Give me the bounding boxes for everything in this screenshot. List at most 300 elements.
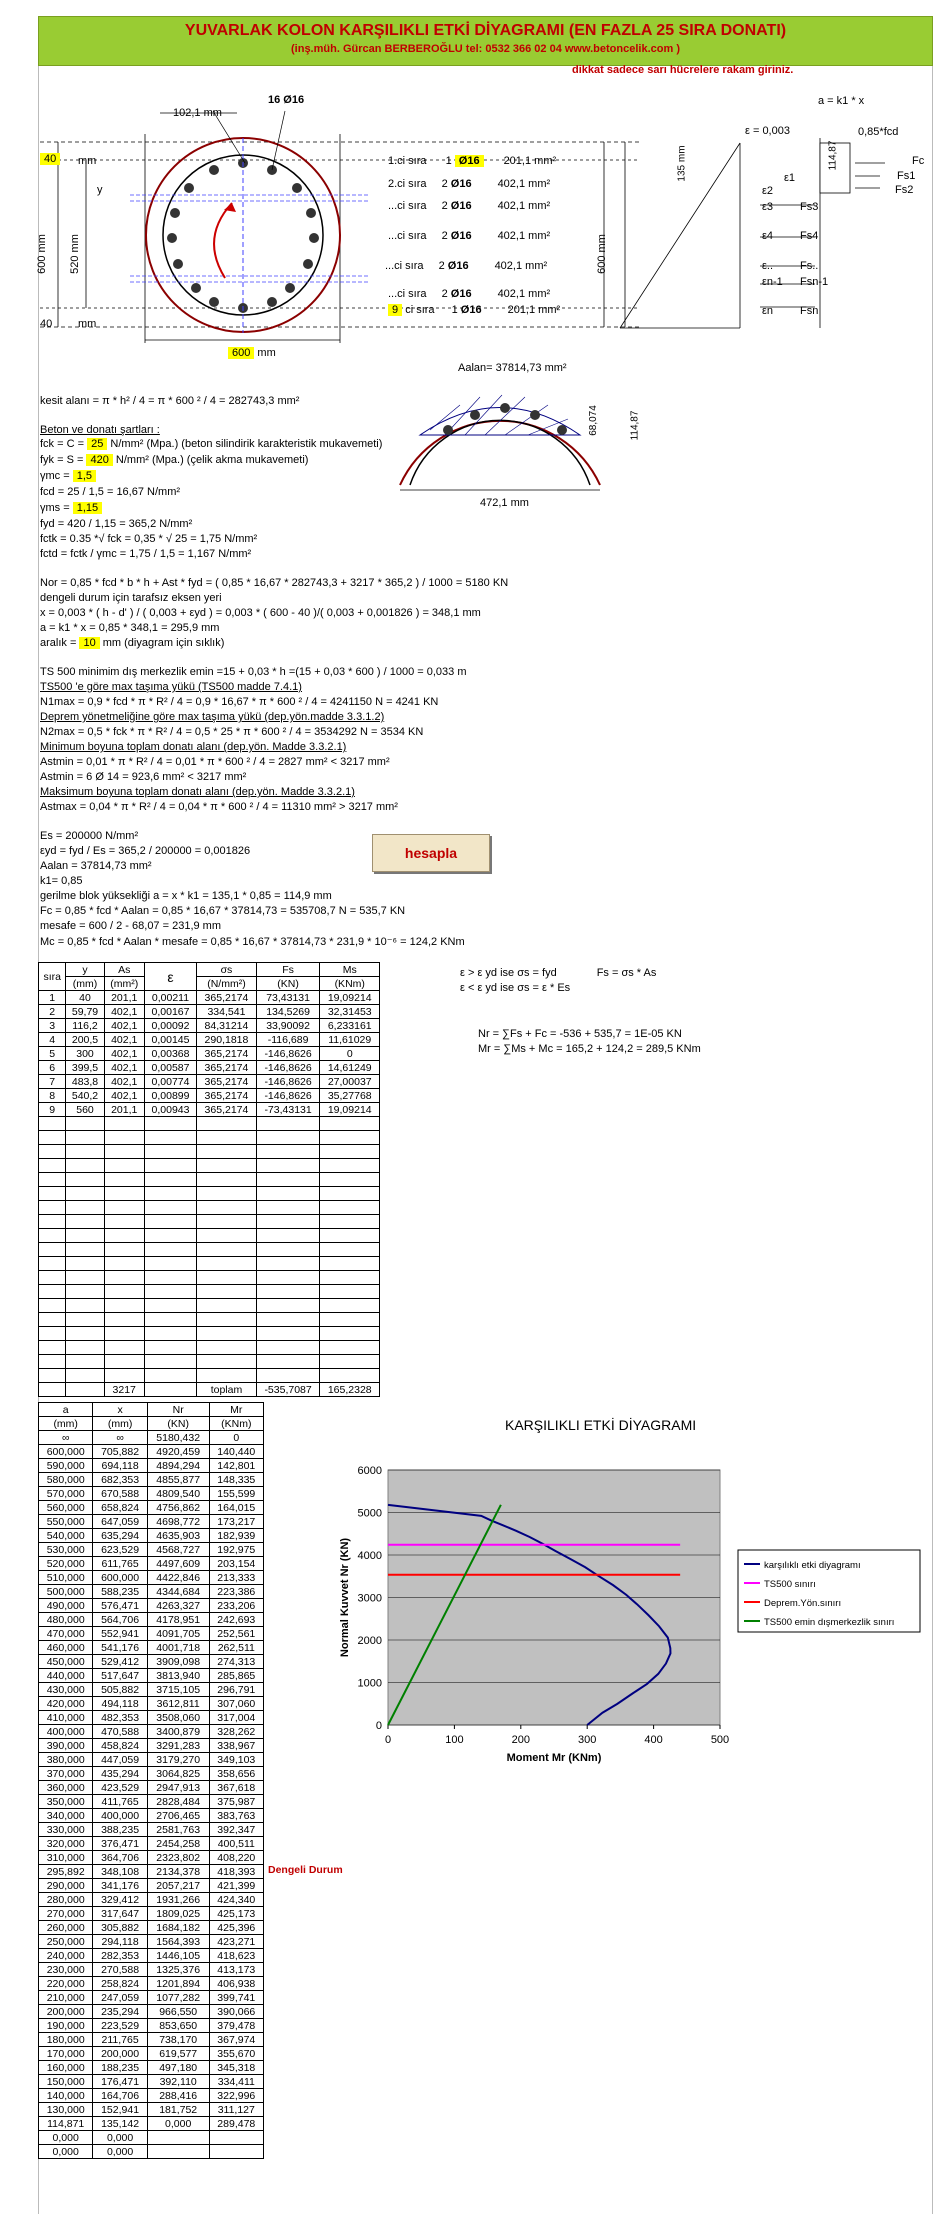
unit-mr: (KNm) <box>209 1417 263 1431</box>
table-cell: 411,765 <box>93 1795 147 1809</box>
table-cell: 285,865 <box>209 1669 263 1683</box>
fcd-line: fcd = 25 / 1,5 = 16,67 N/mm² <box>40 486 181 498</box>
fctd-line: fctd = fctk / γmc = 1,75 / 1,5 = 1,167 N/mm² <box>40 548 252 560</box>
x-tick-label: 200 <box>511 1734 530 1746</box>
table-cell: 4178,951 <box>147 1613 209 1627</box>
table-row <box>39 1585 264 1599</box>
inner-dim: 520 mm <box>68 234 81 274</box>
table-cell <box>144 1187 196 1201</box>
table-cell: -146,8626 <box>256 1089 320 1103</box>
unit-nr: (KN) <box>147 1417 209 1431</box>
table-cell: 4263,327 <box>147 1599 209 1613</box>
table-cell: 0,00211 <box>144 991 196 1005</box>
table-cell: 32,31453 <box>320 1005 380 1019</box>
cover-top: 40 <box>40 153 60 165</box>
table-cell <box>197 1173 257 1187</box>
total-cell <box>66 1383 104 1397</box>
table-cell <box>320 1285 380 1299</box>
table-cell <box>104 1313 144 1327</box>
table-cell <box>144 1341 196 1355</box>
table-cell: 173,217 <box>209 1515 263 1529</box>
table-cell: 0,00774 <box>144 1075 196 1089</box>
table-cell: 483,8 <box>66 1075 104 1089</box>
table-row <box>39 1341 380 1355</box>
table-row <box>39 1501 264 1515</box>
table-cell <box>104 1145 144 1159</box>
a-val: 114,87 <box>827 140 839 171</box>
table-cell: 305,882 <box>93 1921 147 1935</box>
table-cell: 349,103 <box>209 1753 263 1767</box>
table-cell: 40 <box>66 991 104 1005</box>
table-row <box>39 1809 264 1823</box>
table-cell <box>320 1145 380 1159</box>
unit-ms: (KNm) <box>320 977 380 991</box>
force-fs4: Fs4 <box>800 230 819 242</box>
table-cell <box>144 1285 196 1299</box>
table-row <box>39 1473 264 1487</box>
table-row <box>39 1515 264 1529</box>
fyk-line: fyk = S = 420 N/mm² (Mpa.) (çelik akma mukavemeti) <box>40 454 309 466</box>
fcd-label: 0,85*fcd <box>858 126 899 138</box>
table-row <box>39 1865 264 1879</box>
table-row <box>39 2047 264 2061</box>
table-row <box>39 1907 264 1921</box>
aralik-line[interactable]: aralık = 10 mm (diyagram için sıklık) <box>40 637 225 649</box>
table-cell <box>256 1159 320 1173</box>
page-title: YUVARLAK KOLON KARŞILIKLI ETKİ DİYAGRAMI (EN FAZLA 25 SIRA DONATI) <box>184 22 787 39</box>
sum-mr: Mr = ∑Ms + Mc = 165,2 + 124,2 = 289,5 KNm <box>478 1043 701 1055</box>
table-cell: 623,529 <box>93 1543 147 1557</box>
table-cell <box>66 1327 104 1341</box>
table-cell: 317,004 <box>209 1711 263 1725</box>
gmc-line: γmc = 1,5 <box>40 470 96 482</box>
table-row <box>39 2075 264 2089</box>
fck-line: fck = C = 25 N/mm² (Mpa.) (beton silindirik karakteristik mukavemeti) <box>40 438 383 450</box>
table-cell: 340,000 <box>39 1809 93 1823</box>
table-cell: 262,511 <box>209 1641 263 1655</box>
table-cell <box>256 1327 320 1341</box>
table-cell: 4809,540 <box>147 1487 209 1501</box>
table-cell <box>104 1159 144 1173</box>
table-cell <box>144 1201 196 1215</box>
interaction-chart <box>320 1440 930 1790</box>
table-cell: 619,577 <box>147 2047 209 2061</box>
bar-row-1: 1.ci sıra 1 Ø16 201,1 mm² <box>388 155 557 167</box>
table-cell: 510,000 <box>39 1571 93 1585</box>
table-cell: 0 <box>209 1431 263 1445</box>
table-cell <box>39 1369 66 1383</box>
table-cell <box>39 1355 66 1369</box>
hesapla-button[interactable]: hesapla <box>372 834 490 872</box>
table-cell <box>66 1285 104 1299</box>
table-row <box>39 1977 264 1991</box>
table-cell: 2581,763 <box>147 1823 209 1837</box>
table-row <box>39 1823 264 1837</box>
table-cell: 4698,772 <box>147 1515 209 1529</box>
table-cell: 430,000 <box>39 1683 93 1697</box>
table-cell <box>320 1313 380 1327</box>
table-cell: 402,1 <box>104 1005 144 1019</box>
seg-h2: 114,87 <box>629 410 641 441</box>
table-cell <box>104 1131 144 1145</box>
table-cell: 4756,862 <box>147 1501 209 1515</box>
table-cell: 14,61249 <box>320 1061 380 1075</box>
table-cell: 966,550 <box>147 2005 209 2019</box>
unit-sigma: (N/mm²) <box>197 977 257 991</box>
table-cell: 4568,727 <box>147 1543 209 1557</box>
legend-item: TS500 sınırı <box>764 1579 816 1590</box>
table-row <box>39 1369 380 1383</box>
table-cell <box>144 1215 196 1229</box>
table-row <box>39 1543 264 1557</box>
table-cell: 379,478 <box>209 2019 263 2033</box>
table-cell <box>144 1327 196 1341</box>
table-cell: 182,939 <box>209 1529 263 1543</box>
table-cell: 470,000 <box>39 1627 93 1641</box>
table-cell <box>39 1327 66 1341</box>
table-cell: ∞ <box>39 1431 93 1445</box>
table-cell: 420,000 <box>39 1697 93 1711</box>
table-cell: 367,618 <box>209 1781 263 1795</box>
table-cell <box>66 1243 104 1257</box>
table-cell: 213,333 <box>209 1571 263 1585</box>
table-cell: 116,2 <box>66 1019 104 1033</box>
table-cell: 564,706 <box>93 1613 147 1627</box>
table-cell <box>66 1201 104 1215</box>
table-cell <box>104 1215 144 1229</box>
table-cell: -146,8626 <box>256 1075 320 1089</box>
table-cell: 1201,894 <box>147 1977 209 1991</box>
max-title: Maksimum boyuna toplam donatı alanı (dep.yön. Madde 3.3.2.1) <box>40 786 355 798</box>
table-cell: 4344,684 <box>147 1585 209 1599</box>
table-cell <box>197 1369 257 1383</box>
table-cell: 295,892 <box>39 1865 93 1879</box>
table-row <box>39 1047 380 1061</box>
table-cell: 0,00167 <box>144 1005 196 1019</box>
table-cell: 600,000 <box>39 1445 93 1459</box>
table-row <box>39 2131 264 2145</box>
cover-bottom-unit: mm <box>78 318 97 330</box>
table-cell: 450,000 <box>39 1655 93 1669</box>
table-row <box>39 1697 264 1711</box>
table-cell <box>320 1131 380 1145</box>
table-cell: 200,5 <box>66 1033 104 1047</box>
table-row <box>39 1991 264 2005</box>
col-nr: Nr <box>147 1403 209 1417</box>
table-cell: 365,2174 <box>197 1089 257 1103</box>
table-cell: 142,801 <box>209 1459 263 1473</box>
table-row <box>39 1571 264 1585</box>
table-cell <box>104 1229 144 1243</box>
table-cell: 500,000 <box>39 1585 93 1599</box>
table-cell <box>197 1201 257 1215</box>
table-cell: 375,987 <box>209 1795 263 1809</box>
table-cell <box>39 1117 66 1131</box>
table-cell: 418,393 <box>209 1865 263 1879</box>
table-cell <box>66 1341 104 1355</box>
table-cell: 853,650 <box>147 2019 209 2033</box>
table-row <box>39 1669 264 1683</box>
table-cell <box>197 1271 257 1285</box>
table-cell <box>144 1159 196 1173</box>
table-cell: 8 <box>39 1089 66 1103</box>
table-row <box>39 1753 264 1767</box>
table-cell: 5180,432 <box>147 1431 209 1445</box>
bar-row-3: ...ci sıra 2 Ø16 402,1 mm² <box>388 200 551 212</box>
table-cell: 2134,378 <box>147 1865 209 1879</box>
table-cell <box>104 1173 144 1187</box>
table-cell: 400,511 <box>209 1837 263 1851</box>
table-cell: 406,938 <box>209 1977 263 1991</box>
table-cell: 400,000 <box>39 1725 93 1739</box>
mesafe-line: mesafe = 600 / 2 - 68,07 = 231,9 mm <box>40 920 221 932</box>
table-cell: 235,294 <box>93 2005 147 2019</box>
table-row <box>39 1963 264 1977</box>
dep-title: Deprem yönetmeliğine göre max taşıma yükü (dep.yön.madde 3.3.1.2) <box>40 711 385 723</box>
table-cell: 160,000 <box>39 2061 93 2075</box>
strain-6: εn-1 <box>762 276 783 288</box>
table-cell: 11,61029 <box>320 1033 380 1047</box>
table-cell <box>66 1145 104 1159</box>
table-cell: 317,647 <box>93 1907 147 1921</box>
table-cell <box>144 1243 196 1257</box>
table-cell: 400,000 <box>93 1809 147 1823</box>
table-cell: 0,00145 <box>144 1033 196 1047</box>
table-row <box>39 1487 264 1501</box>
table-cell: 399,741 <box>209 1991 263 2005</box>
table-cell <box>256 1201 320 1215</box>
chart-title: KARŞILIKLI ETKİ DİYAGRAMI <box>505 1417 697 1433</box>
table-cell <box>39 1159 66 1173</box>
table-row <box>39 1145 380 1159</box>
table-cell: 635,294 <box>93 1529 147 1543</box>
x-axis-label: Moment Mr (KNm) <box>506 1752 602 1764</box>
force-fs1: Fs1 <box>897 170 916 182</box>
table-cell: 0,00587 <box>144 1061 196 1075</box>
table-cell: 1931,266 <box>147 1893 209 1907</box>
table-cell: 200,000 <box>39 2005 93 2019</box>
table-cell <box>66 1173 104 1187</box>
table-row <box>39 1215 380 1229</box>
table-cell: 307,060 <box>209 1697 263 1711</box>
table-cell: 1684,182 <box>147 1921 209 1935</box>
table-cell: 0,00092 <box>144 1019 196 1033</box>
table-cell: 2706,465 <box>147 1809 209 1823</box>
table-cell: 223,386 <box>209 1585 263 1599</box>
dengeli-durum-label: Dengeli Durum <box>268 1864 343 1876</box>
table-cell <box>320 1299 380 1313</box>
table-row <box>39 1327 380 1341</box>
y-tick-label: 2000 <box>357 1635 382 1647</box>
table-row <box>39 1229 380 1243</box>
table-cell: 440,000 <box>39 1669 93 1683</box>
table-cell <box>147 2145 209 2159</box>
col-mr: Mr <box>209 1403 263 1417</box>
table-cell <box>104 1355 144 1369</box>
table-cell: 705,882 <box>93 1445 147 1459</box>
bar-row-2: 2.ci sıra 2 Ø16 402,1 mm² <box>388 178 551 190</box>
table-cell: 176,471 <box>93 2075 147 2089</box>
section-height-right: 600 mm <box>595 234 608 274</box>
table-cell: 114,871 <box>39 2117 93 2131</box>
table-cell: 223,529 <box>93 2019 147 2033</box>
table-cell <box>320 1117 380 1131</box>
table-cell: 505,882 <box>93 1683 147 1697</box>
table-cell: 258,824 <box>93 1977 147 1991</box>
table-cell: 424,340 <box>209 1893 263 1907</box>
table-cell: 600,000 <box>93 1571 147 1585</box>
table-cell: 288,416 <box>147 2089 209 2103</box>
bar-row-4: ...ci sıra 2 Ø16 402,1 mm² <box>388 230 551 242</box>
table-cell <box>147 2131 209 2145</box>
table-cell <box>144 1299 196 1313</box>
condition-2: ε < ε yd ise σs = ε * Es <box>460 982 571 994</box>
table-row <box>39 1243 380 1257</box>
table-cell <box>197 1299 257 1313</box>
table-row <box>39 1893 264 1907</box>
table-cell: 4422,846 <box>147 1571 209 1585</box>
table-cell: 320,000 <box>39 1837 93 1851</box>
table-cell <box>256 1285 320 1299</box>
n1max-line: N1max = 0,9 * fcd * π * R² / 4 = 0,9 * 16,67 * π * 600 ² / 4 = 4241150 N = 4241 KN <box>40 696 439 708</box>
table-cell: 192,975 <box>209 1543 263 1557</box>
table-cell: 328,262 <box>209 1725 263 1739</box>
gerilme-line: gerilme blok yüksekliği a = x * k1 = 135,1 * 0,85 = 114,9 mm <box>40 890 332 902</box>
table-cell: 358,656 <box>209 1767 263 1781</box>
table-cell <box>144 1229 196 1243</box>
col-fs: Fs <box>256 963 320 977</box>
min-title: Minimum boyuna toplam donatı alanı (dep.yön. Madde 3.3.2.1) <box>40 741 347 753</box>
table-cell <box>39 1173 66 1187</box>
table-cell: 402,1 <box>104 1047 144 1061</box>
table-cell <box>197 1145 257 1159</box>
table-cell <box>144 1257 196 1271</box>
table-cell: 296,791 <box>209 1683 263 1697</box>
table-row <box>39 1795 264 1809</box>
table-cell: 360,000 <box>39 1781 93 1795</box>
table-cell <box>197 1313 257 1327</box>
table-cell: 517,647 <box>93 1669 147 1683</box>
table-row <box>39 1187 380 1201</box>
ts500-title: TS500 'e göre max taşıma yükü (TS500 madde 7.4.1) <box>40 681 302 693</box>
table-cell <box>197 1257 257 1271</box>
table-cell <box>256 1131 320 1145</box>
force-fs2: Fs2 <box>895 184 914 196</box>
table-cell: 460,000 <box>39 1641 93 1655</box>
table-cell <box>144 1271 196 1285</box>
table-cell <box>39 1215 66 1229</box>
table-cell: -116,689 <box>256 1033 320 1047</box>
force-fc: Fc <box>912 155 925 167</box>
table-cell: 3 <box>39 1019 66 1033</box>
table-row <box>39 1173 380 1187</box>
table-cell: 530,000 <box>39 1543 93 1557</box>
table-cell <box>104 1243 144 1257</box>
condition-1: ε > ε yd ise σs = fyd Fs = σs * As <box>460 967 657 979</box>
table-cell: 402,1 <box>104 1033 144 1047</box>
table-cell: 203,154 <box>209 1557 263 1571</box>
table-cell: 365,2174 <box>197 1103 257 1117</box>
table-cell: 270,588 <box>93 1963 147 1977</box>
table-cell <box>66 1215 104 1229</box>
table-cell: 2454,258 <box>147 1837 209 1851</box>
table-cell: 541,176 <box>93 1641 147 1655</box>
table-cell: 410,000 <box>39 1711 93 1725</box>
kesit-line: kesit alanı = π * h² / 4 = π * 600 ² / 4 = 282743,3 mm² <box>40 395 300 407</box>
table-row <box>39 1837 264 1851</box>
table-cell <box>320 1243 380 1257</box>
unit-fs: (KN) <box>256 977 320 991</box>
cover-bottom: 40 <box>40 318 53 330</box>
table-cell <box>197 1187 257 1201</box>
table-cell: 423,271 <box>209 1935 263 1949</box>
table-cell: 370,000 <box>39 1767 93 1781</box>
table-cell <box>39 1131 66 1145</box>
table-cell: 250,000 <box>39 1935 93 1949</box>
table-row <box>39 1879 264 1893</box>
table-row <box>39 1103 380 1117</box>
table-cell: 529,412 <box>93 1655 147 1669</box>
table-cell: -73,43131 <box>256 1103 320 1117</box>
table-cell: 380,000 <box>39 1753 93 1767</box>
table-cell <box>104 1327 144 1341</box>
table-cell <box>320 1187 380 1201</box>
table-row <box>39 1033 380 1047</box>
table-cell: 290,000 <box>39 1879 93 1893</box>
table-cell <box>144 1369 196 1383</box>
table-row <box>39 1201 380 1215</box>
table-row <box>39 1557 264 1571</box>
astmin2-line: Astmin = 6 Ø 14 = 923,6 mm² < 3217 mm² <box>40 771 247 783</box>
table-row <box>39 991 380 1005</box>
table-row <box>39 1285 380 1299</box>
table-cell: 435,294 <box>93 1767 147 1781</box>
y-tick-label: 6000 <box>357 1465 382 1477</box>
table-cell: 330,000 <box>39 1823 93 1837</box>
table-cell <box>144 1355 196 1369</box>
table-cell <box>256 1271 320 1285</box>
table-cell <box>39 1271 66 1285</box>
col-as: As <box>104 963 144 977</box>
x-tick-label: 100 <box>445 1734 464 1746</box>
table-cell: 19,09214 <box>320 1103 380 1117</box>
table-row <box>39 2033 264 2047</box>
table-cell: 4635,903 <box>147 1529 209 1543</box>
fctk-line: fctk = 0.35 *√ fck = 0,35 * √ 25 = 1,75 N/mm² <box>40 533 258 545</box>
table-cell: 3400,879 <box>147 1725 209 1739</box>
table-cell <box>320 1215 380 1229</box>
table-row <box>39 1683 264 1697</box>
table-row <box>39 1019 380 1033</box>
table-cell: 408,220 <box>209 1851 263 1865</box>
table-row <box>39 1355 380 1369</box>
table-cell <box>39 1145 66 1159</box>
table-row <box>39 2117 264 2131</box>
gms-line: γms = 1,15 <box>40 502 102 514</box>
table-cell: 341,176 <box>93 1879 147 1893</box>
table-cell: 329,412 <box>93 1893 147 1907</box>
table-cell <box>256 1369 320 1383</box>
table-cell <box>66 1159 104 1173</box>
table-cell: 402,1 <box>104 1019 144 1033</box>
col-sira: sıra <box>39 963 66 991</box>
table-cell <box>39 1257 66 1271</box>
table-cell: 201,1 <box>104 991 144 1005</box>
cover-top-unit: mm <box>78 155 97 167</box>
dengeli-line: dengeli durum için tarafsız eksen yeri <box>40 592 222 604</box>
table-cell <box>197 1159 257 1173</box>
strain-1: ε1 <box>784 172 796 184</box>
